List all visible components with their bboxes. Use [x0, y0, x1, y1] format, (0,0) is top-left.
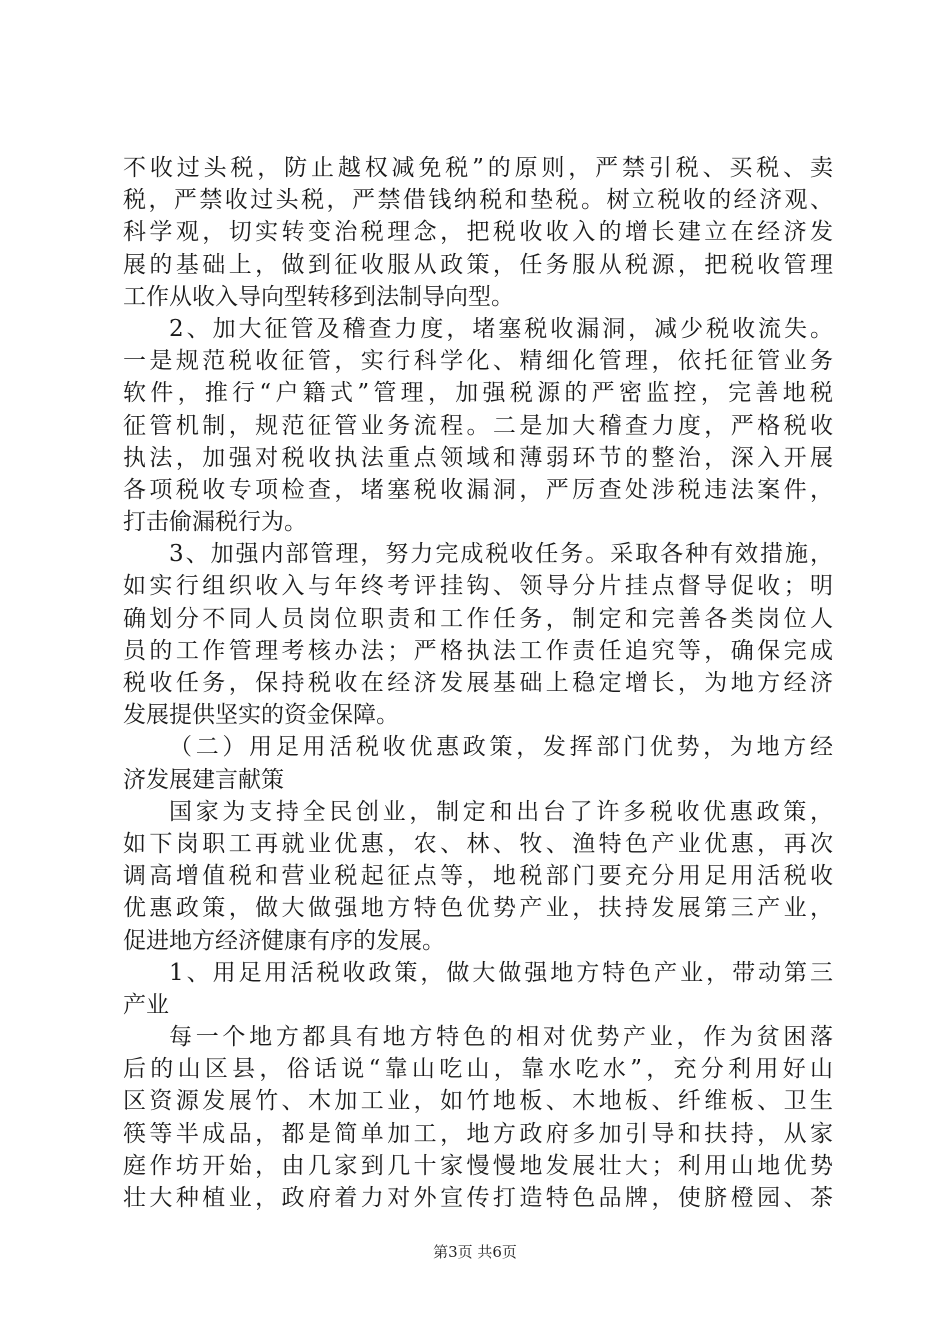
text-line: 区资源发展竹、木加工业，如竹地板、木地板、纤维板、卫生 — [123, 1088, 833, 1115]
text-line: 3、加强内部管理，努力完成税收任务。采取各种有效措施， — [169, 541, 833, 568]
text-line: 不收过头税，防止越权减免税”的原则，严禁引税、买税、卖 — [123, 155, 833, 181]
text-line: 软件，推行“户籍式”管理，加强税源的严密监控，完善地税 — [123, 380, 833, 407]
text-line: 工作从收入导向型转移到法制导向型。 — [123, 283, 514, 310]
text-line: 征管机制，规范征管业务流程。二是加大稽查力度，严格税收 — [123, 412, 833, 439]
text-line: 税，严禁收过头税，严禁借钱纳税和垫税。树立税收的经济观、 — [123, 187, 833, 214]
text-line: 科学观，切实转变治税理念，把税收收入的增长建立在经济发 — [123, 219, 833, 246]
body-text — [123, 152, 833, 1214]
text-line: 调高增值税和营业税起征点等，地税部门要充分用足用活税收 — [123, 863, 833, 890]
text-line: 促进地方经济健康有序的发展。 — [123, 927, 445, 954]
text-line: 2、加大征管及稽查力度，堵塞税收漏洞，减少税收流失。 — [169, 315, 833, 342]
text-line: 庭作坊开始，由几家到几十家慢慢地发展壮大；利用山地优势 — [123, 1152, 833, 1179]
page-footer: 第3页 共6页 — [433, 1243, 517, 1261]
text-line: 优惠政策，做大做强地方特色优势产业，扶持发展第三产业， — [123, 895, 833, 922]
text-line: （二）用足用活税收优惠政策，发挥部门优势，为地方经 — [169, 734, 833, 761]
text-line: 确划分不同人员岗位职责和工作任务，制定和完善各类岗位人 — [123, 605, 833, 632]
text-line: 发展提供坚实的资金保障。 — [123, 702, 399, 729]
text-line: 壮大种植业，政府着力对外宣传打造特色品牌，使脐橙园、茶 — [123, 1185, 833, 1211]
text-line: 如实行组织收入与年终考评挂钩、领导分片挂点督导促收；明 — [123, 573, 833, 600]
text-line: 后的山区县，俗话说“靠山吃山，靠水吃水”，充分利用好山 — [123, 1056, 833, 1083]
text-line: 筷等半成品，都是简单加工，地方政府多加引导和扶持，从家 — [123, 1120, 833, 1147]
text-line: 每一个地方都具有地方特色的相对优势产业，作为贫困落 — [169, 1024, 833, 1051]
text-line: 国家为支持全民创业，制定和出台了许多税收优惠政策， — [169, 798, 833, 825]
text-line: 济发展建言献策 — [123, 766, 284, 793]
text-line: 如下岗职工再就业优惠，农、林、牧、渔特色产业优惠，再次 — [123, 830, 833, 857]
text-line: 产业 — [123, 991, 169, 1018]
text-line: 执法，加强对税收执法重点领域和薄弱环节的整治，深入开展 — [123, 444, 833, 471]
text-line: 打击偷漏税行为。 — [123, 509, 307, 536]
text-line: 员的工作管理考核办法；严格执法工作责任追究等，确保完成 — [123, 637, 833, 664]
text-line: 1、用足用活税收政策，做大做强地方特色产业，带动第三 — [169, 959, 833, 986]
text-line: 税收任务，保持税收在经济发展基础上稳定增长，为地方经济 — [123, 670, 833, 696]
text-line: 一是规范税收征管，实行科学化、精细化管理，依托征管业务 — [123, 348, 833, 375]
text-line: 展的基础上，做到征收服从政策，任务服从税源，把税收管理 — [123, 251, 833, 278]
text-line: 各项税收专项检查，堵塞税收漏洞，严厉查处涉税违法案件， — [123, 476, 833, 503]
